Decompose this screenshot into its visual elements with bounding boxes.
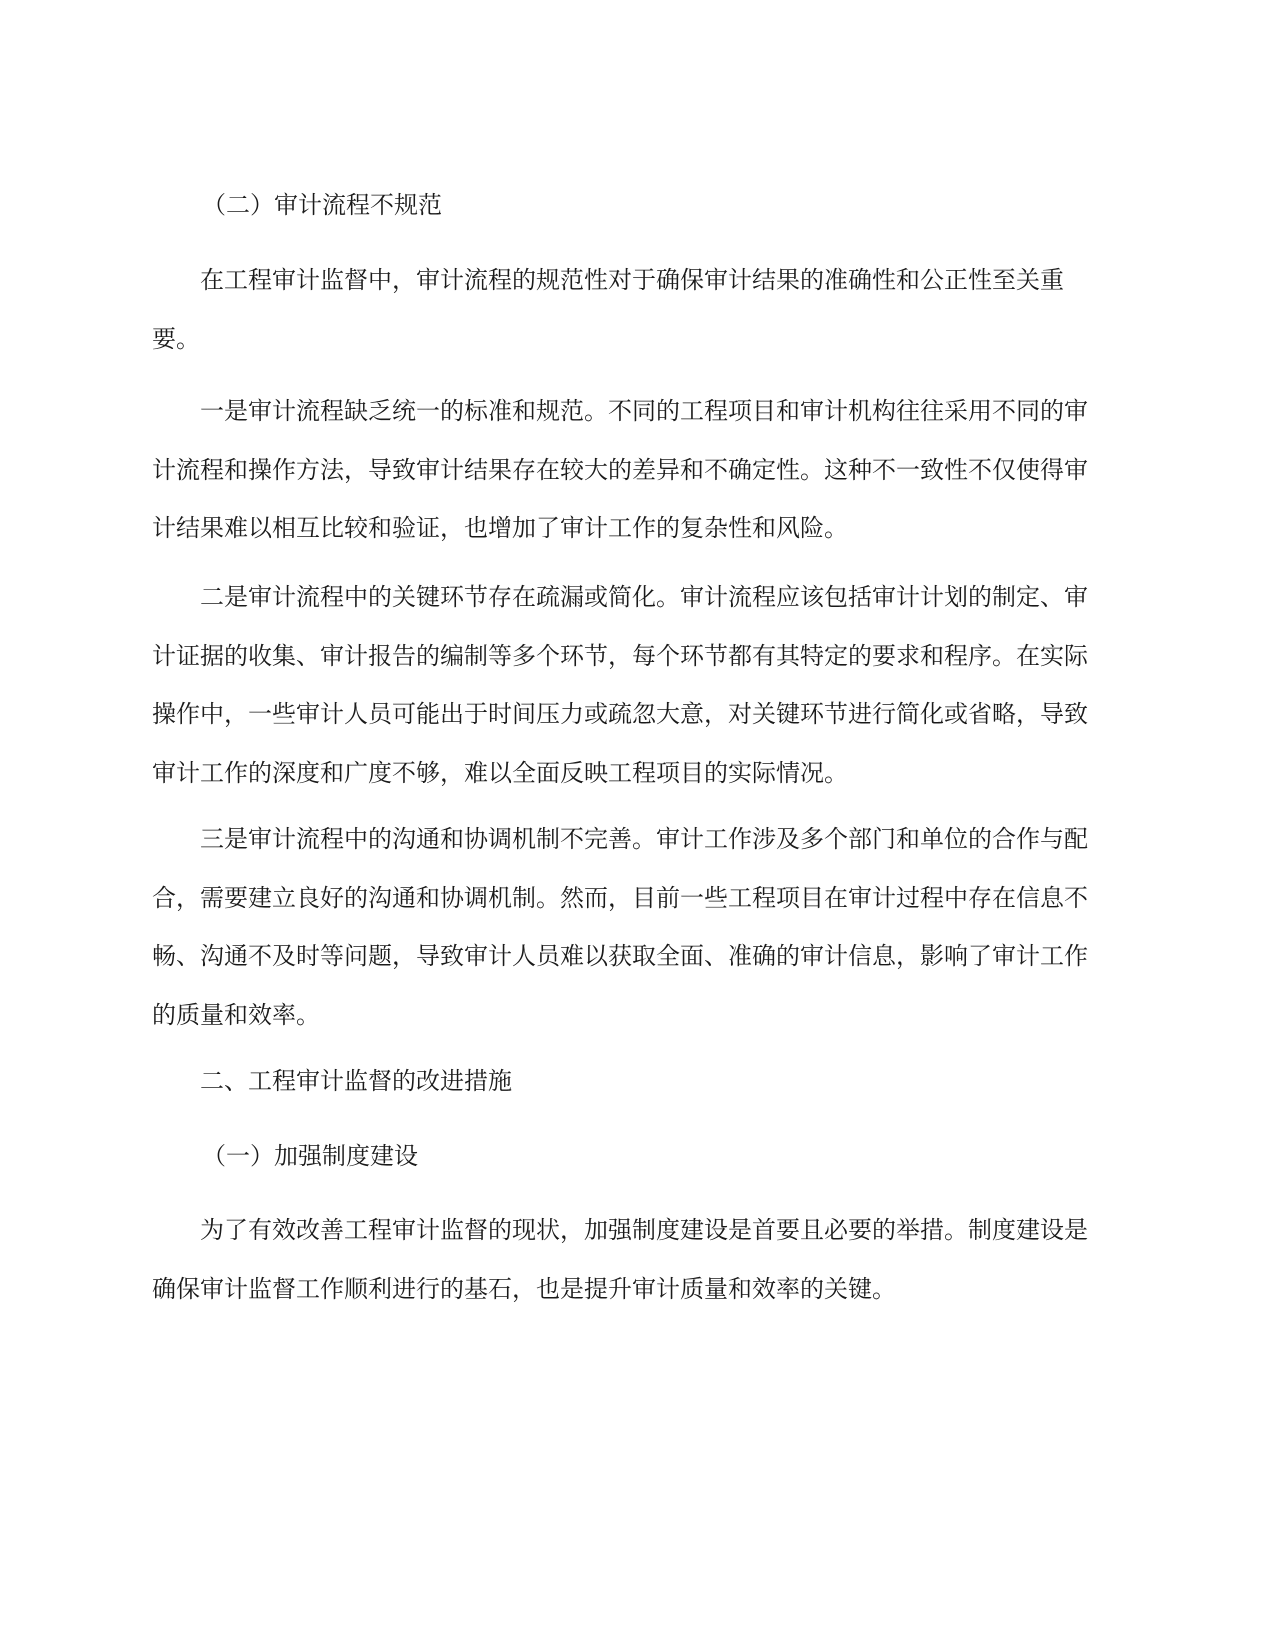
paragraph-intro: 在工程审计监督中，审计流程的规范性对于确保审计结果的准确性和公正性至关重要。: [152, 266, 1064, 353]
paragraph-point-one: 一是审计流程缺乏统一的标准和规范。不同的工程项目和审计机构往往采用不同的审计流程和操作方法，导致审计结果存在较大的差异和不确定性。这种不一致性不仅使得审计结果难以相互比较和验证，也增加了审计工作的复杂性和风险。: [152, 397, 1088, 542]
subsection-heading-2-1: （一）加强制度建设: [202, 1142, 418, 1170]
subsection-heading-2-2: （二）审计流程不规范: [202, 191, 442, 219]
section-heading-2: 二、工程审计监督的改进措施: [200, 1067, 512, 1095]
paragraph-point-three: 三是审计流程中的沟通和协调机制不完善。审计工作涉及多个部门和单位的合作与配合，需要建立良好的沟通和协调机制。然而，目前一些工程项目在审计过程中存在信息不畅、沟通不及时等问题，导致审计人员难以获取全面、准确的审计信息，影响了审计工作的质量和效率。: [152, 825, 1088, 1029]
paragraph-point-two: 二是审计流程中的关键环节存在疏漏或简化。审计流程应该包括审计计划的制定、审计证据的收集、审计报告的编制等多个环节，每个环节都有其特定的要求和程序。在实际操作中，一些审计人员可能出于时间压力或疏忽大意，对关键环节进行简化或省略，导致审计工作的深度和广度不够，难以全面反映工程项目的实际情况。: [152, 583, 1088, 787]
paragraph-system-building: 为了有效改善工程审计监督的现状，加强制度建设是首要且必要的举措。制度建设是确保审计监督工作顺利进行的基石，也是提升审计质量和效率的关键。: [152, 1216, 1088, 1303]
